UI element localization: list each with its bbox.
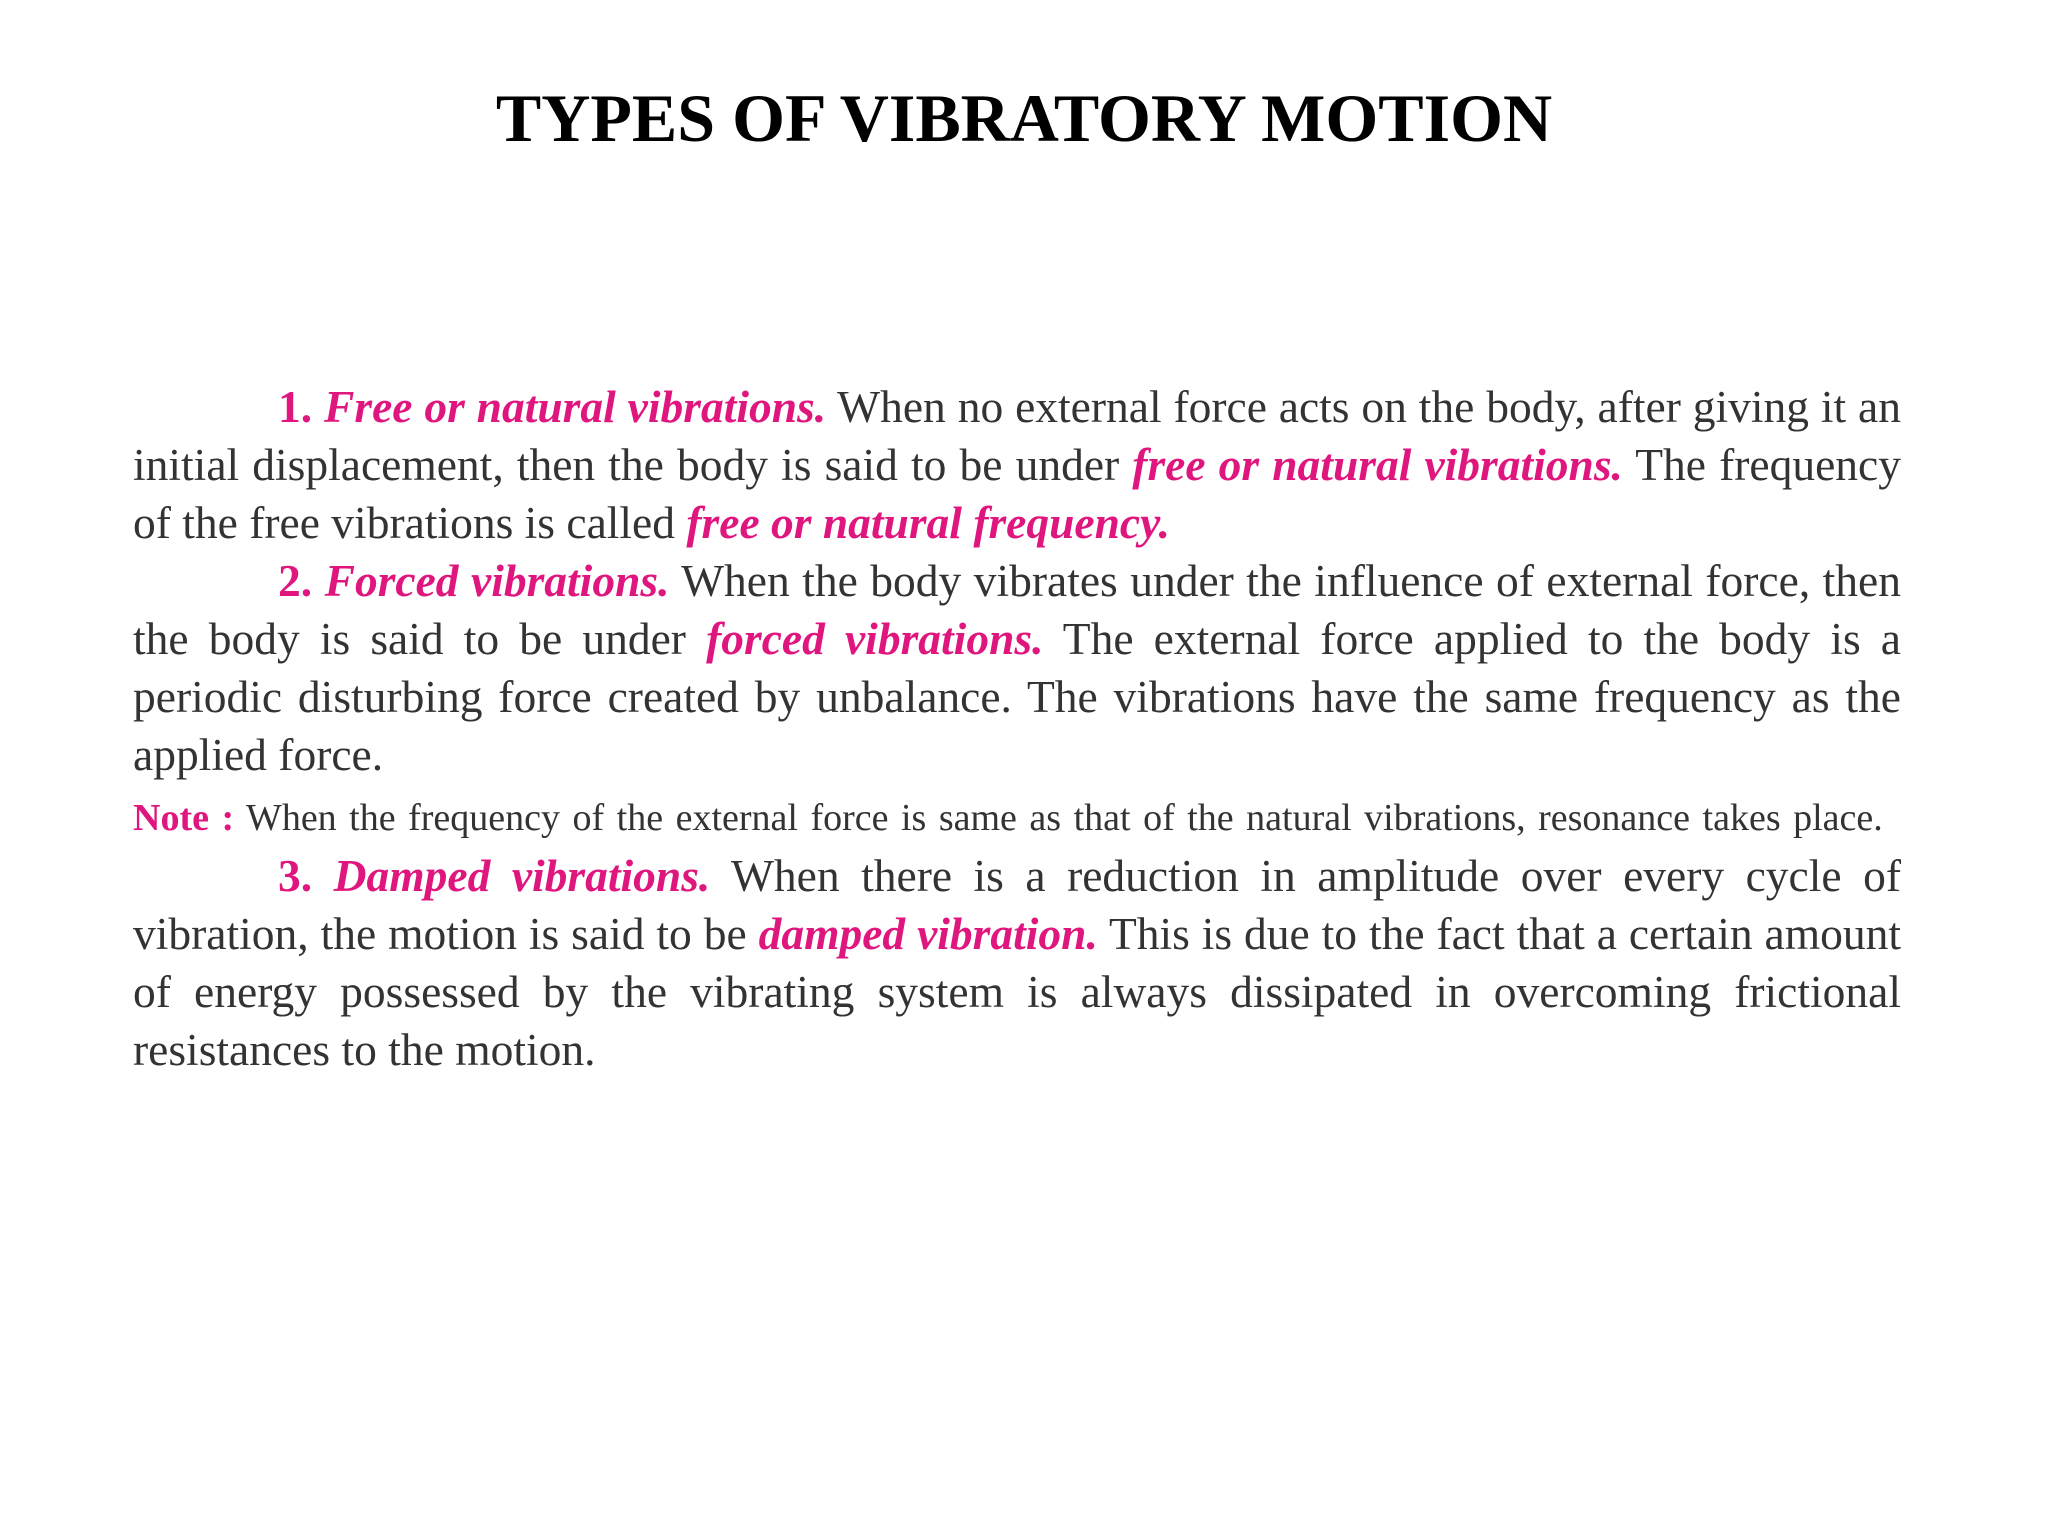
slide-content xyxy=(133,378,1901,1079)
body-text: This is due to the fact that a certain amount of energy possessed by the vibrating system is always dissipated in overcoming frictional resistances to the motion. xyxy=(133,908,1901,1075)
note-text: When the frequency of the external force is same as that of the natural vibrations, resonance takes place. xyxy=(245,797,1883,839)
body-text: The frequency of the free vibrations is called xyxy=(133,439,1901,548)
highlighted-term: free or natural vibrations. xyxy=(1132,439,1623,490)
paragraph-free-vibrations xyxy=(133,378,1901,552)
body-text: When no external force acts on the body, after giving it an initial displacement, then the body is said to be under xyxy=(133,381,1902,490)
highlighted-term: forced vibrations. xyxy=(706,613,1044,664)
item-heading: Damped vibrations. xyxy=(333,850,711,901)
paragraph-forced-vibrations xyxy=(133,552,1901,784)
item-heading: Free or natural vibrations. xyxy=(324,381,827,432)
body-text: The external force applied to the body is a periodic disturbing force created by unbalance. The vibrations have the same frequency as the applied force. xyxy=(133,613,1901,780)
body-text: When there is a reduction in amplitude over every cycle of vibration, the motion is said to be xyxy=(133,850,1901,959)
highlighted-term: free or natural frequency. xyxy=(686,497,1171,548)
highlighted-term: damped vibration. xyxy=(758,908,1098,959)
paragraph-damped-vibrations xyxy=(133,847,1901,1079)
item-number: 1. xyxy=(278,381,313,432)
item-number: 3. xyxy=(278,850,313,901)
item-heading: Forced vibrations. xyxy=(324,555,670,606)
note-label: Note : xyxy=(133,797,235,839)
item-number: 2. xyxy=(278,555,313,606)
slide-title: TYPES OF VIBRATORY MOTION xyxy=(495,80,1553,156)
body-text: When the body vibrates under the influence of external force, then the body is said to be under xyxy=(133,555,1901,664)
note-paragraph xyxy=(133,790,1901,847)
